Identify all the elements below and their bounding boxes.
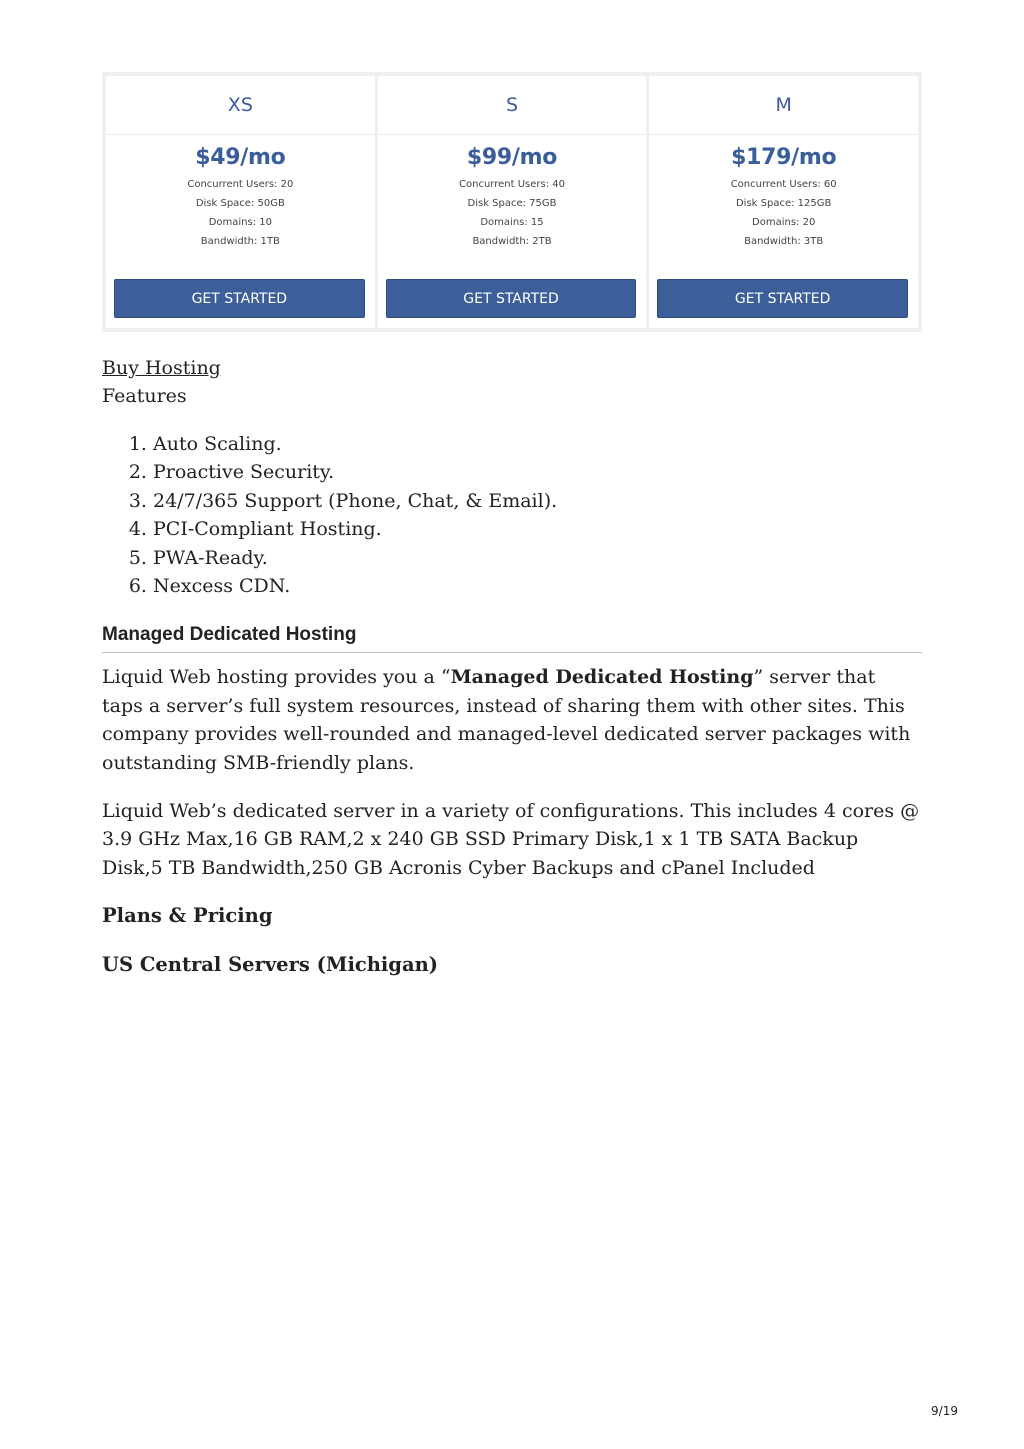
plan-price: $179/mo <box>731 145 837 170</box>
plan-price: $49/mo <box>195 145 286 170</box>
spec-domains: Domains: 20 <box>752 217 816 228</box>
paragraph-intro-start: Liquid Web hosting provides you a “ <box>102 666 451 689</box>
paragraph-intro-end: ” server that taps a server’s full system resources, instead of sharing them with other sites. This company provides well-rounded and managed-level dedicated server packages with outstanding SMB-friendly plans. <box>102 666 911 774</box>
buy-hosting-link[interactable]: Buy Hosting <box>102 357 221 379</box>
paragraph-intro-bold: Managed Dedicated Hosting <box>450 666 754 689</box>
paragraph-intro <box>102 663 922 777</box>
plan-name: S <box>378 76 647 135</box>
list-item: 6. Nexcess CDN. <box>153 572 922 600</box>
spec-concurrent-users: Concurrent Users: 60 <box>730 179 837 190</box>
spec-domains: Domains: 10 <box>208 217 272 228</box>
spec-disk-space: Disk Space: 125GB <box>735 198 832 209</box>
list-item: 2. Proactive Security. <box>153 458 922 486</box>
spec-domains: Domains: 15 <box>480 217 544 228</box>
plan-name: M <box>649 76 918 135</box>
plan-name: XS <box>106 76 375 135</box>
list-item: 4. PCI-Compliant Hosting. <box>153 515 922 543</box>
get-started-button-xs[interactable]: GET STARTED <box>114 279 365 318</box>
plan-card-m <box>649 76 918 328</box>
get-started-button-s[interactable]: GET STARTED <box>386 279 637 318</box>
pricing-table <box>102 72 922 332</box>
region-heading: US Central Servers (Michigan) <box>102 953 438 977</box>
plan-price: $99/mo <box>466 145 558 170</box>
spec-bandwidth: Bandwidth: 3TB <box>744 236 824 247</box>
spec-bandwidth: Bandwidth: 1TB <box>200 236 280 247</box>
plan-specs <box>649 175 918 251</box>
paragraph-configurations: Liquid Web’s dedicated server in a variety of configurations. This includes 4 cores @ 3.9 GHz Max,16 GB RAM,2 x 240 GB SSD Primary Disk,1 x 1 TB SATA Backup Disk,5 TB Bandwidth,250 GB Acronis Cyber Backups and cPanel Included <box>102 800 920 879</box>
spec-concurrent-users: Concurrent Users: 40 <box>459 179 565 190</box>
features-list <box>102 430 922 600</box>
list-item: 5. PWA-Ready. <box>153 544 922 572</box>
spec-disk-space: Disk Space: 75GB <box>467 198 557 209</box>
get-started-button-m[interactable]: GET STARTED <box>657 279 908 318</box>
plan-specs <box>378 175 647 251</box>
article-content <box>102 72 922 979</box>
spec-disk-space: Disk Space: 50GB <box>195 198 285 209</box>
plan-card-xs <box>106 76 375 328</box>
plan-specs <box>106 175 375 251</box>
list-item: 3. 24/7/365 Support (Phone, Chat, & Email). <box>153 487 922 515</box>
plans-pricing-heading: Plans & Pricing <box>102 904 273 928</box>
page-number: 9/19 <box>931 1404 958 1418</box>
spec-bandwidth: Bandwidth: 2TB <box>472 236 552 247</box>
features-label: Features <box>102 385 187 407</box>
plan-card-s <box>378 76 647 328</box>
section-heading: Managed Dedicated Hosting <box>102 624 922 653</box>
list-item: 1. Auto Scaling. <box>153 430 922 458</box>
spec-concurrent-users: Concurrent Users: 20 <box>187 179 294 190</box>
